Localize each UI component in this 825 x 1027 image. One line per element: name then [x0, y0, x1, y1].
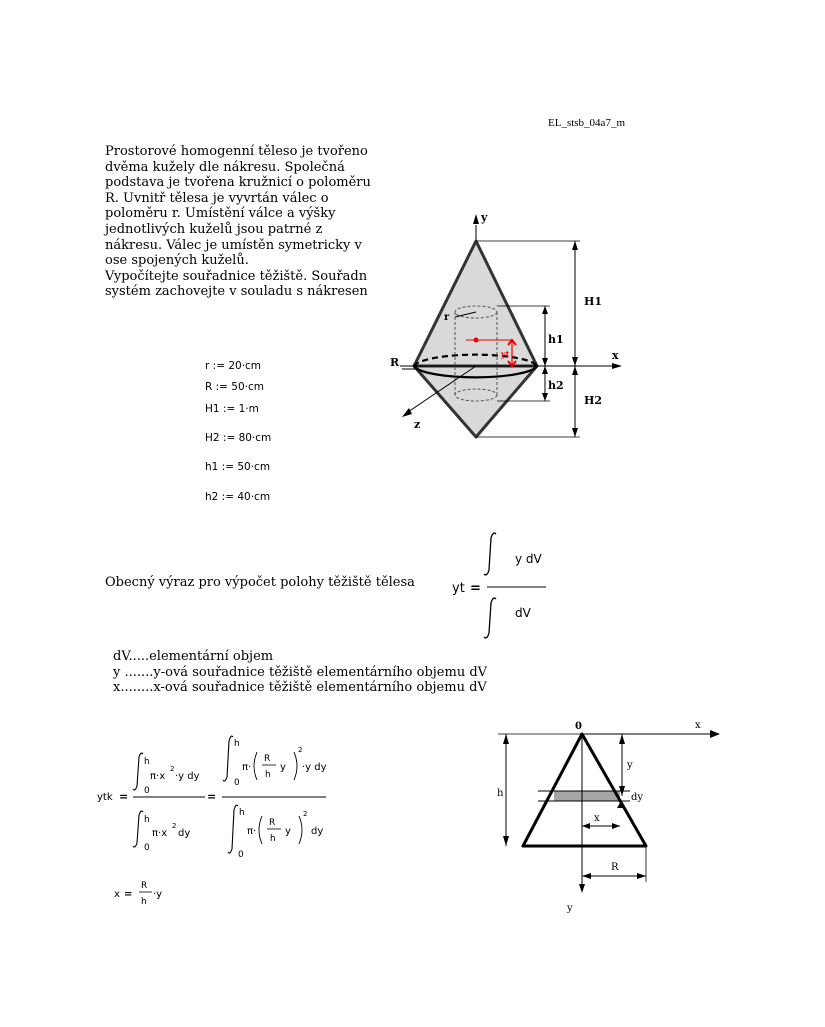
- y-axis-label: y: [567, 903, 573, 914]
- var-y: y: [285, 826, 291, 837]
- ytk-equals: =: [119, 790, 129, 803]
- integrand-tail: dy: [311, 826, 324, 837]
- intro-line: poloměru r. Umístění válce a výšky: [105, 206, 336, 222]
- upper-limit: h: [144, 815, 150, 825]
- exponent: 2: [170, 765, 175, 773]
- y-axis-label: y: [481, 211, 488, 224]
- y-axis-arrow-icon: [579, 884, 585, 893]
- x-axis-arrow-icon: [612, 363, 622, 369]
- intro-line: dvěma kužely dle nákresu. Společná: [105, 159, 345, 175]
- x-axis-arrow-icon: [710, 730, 720, 738]
- intro-line: R. Uvnitř tělesa je vyvrtán válec o: [105, 190, 329, 206]
- integral-sign-icon: [484, 533, 496, 575]
- integral-sign-icon: [223, 736, 233, 781]
- denominator: dV: [515, 606, 531, 620]
- legend: [113, 649, 487, 696]
- document-id: EL_stsb_04a7_m: [548, 117, 625, 129]
- integral-sign-icon: [484, 598, 496, 638]
- integrand-tail: ·y dy: [302, 762, 327, 773]
- r-label: r: [444, 312, 450, 323]
- x-dim-label: x: [594, 813, 600, 824]
- intro-line: Vypočítejte souřadnice těžiště. Souřadn: [105, 268, 368, 284]
- intro-line: podstava je tvořena kružnicí o poloměru: [105, 175, 371, 191]
- y-axis-arrow-icon: [473, 214, 479, 224]
- legend-line: y .......y-ová souřadnice těžiště elementárního objemu dV: [113, 664, 488, 680]
- param-r: r := 20·cm: [205, 360, 262, 372]
- legend-line: x........x-ová souřadnice těžiště elementárního objemu dV: [113, 680, 487, 695]
- R-label: R: [611, 862, 619, 873]
- ytk-lhs: ytk: [97, 792, 113, 803]
- intro-line: ose spojených kuželů.: [105, 253, 249, 269]
- cone-section-figure: [490, 715, 730, 915]
- upper-cone: [414, 241, 537, 366]
- integrand-tail: dy: [178, 828, 191, 839]
- h2-label: h2: [548, 379, 564, 392]
- integral-sign-icon: [133, 811, 143, 847]
- integrand: π·x: [152, 828, 168, 839]
- R-label: R: [390, 356, 400, 369]
- centroid-formula: [440, 528, 560, 643]
- z-axis-label: z: [414, 418, 421, 431]
- upper-limit: h: [144, 757, 150, 767]
- ytk-equals-2: =: [207, 790, 217, 803]
- x-formula: [110, 875, 170, 910]
- lower-limit: 0: [238, 850, 244, 860]
- intro-line: jednotlivých kuželů jsou patrné z: [105, 221, 323, 237]
- fraction-h: h: [265, 770, 271, 780]
- fraction-R: R: [264, 754, 271, 764]
- x-tail: ·y: [153, 889, 163, 900]
- x-fraction-h: h: [141, 897, 147, 907]
- formula-equals: =: [470, 581, 481, 596]
- upper-limit: h: [239, 808, 245, 818]
- h-label: h: [497, 788, 504, 799]
- param-H1: H1 := 1·m: [205, 403, 259, 415]
- integrand: π·: [242, 762, 252, 773]
- lower-limit: 0: [144, 786, 150, 796]
- legend-line: dV.....elementární objem: [113, 649, 274, 664]
- intro-line: nákresu. Válec je umístěn symetricky v: [105, 237, 362, 253]
- var-y: y: [280, 762, 286, 773]
- fraction-R: R: [269, 818, 276, 828]
- x-fraction-R: R: [141, 881, 148, 891]
- cone-profile: [523, 734, 646, 846]
- lower-limit: 0: [144, 843, 150, 853]
- exponent: 2: [172, 822, 177, 830]
- param-H2: H2 := 80·cm: [205, 432, 272, 444]
- x-equals: =: [124, 889, 133, 900]
- origin-label: 0: [575, 721, 582, 732]
- integral-sign-icon: [228, 805, 238, 853]
- x-axis-label: x: [612, 349, 619, 362]
- param-h2: h2 := 40·cm: [205, 491, 271, 503]
- param-R: R := 50·cm: [205, 381, 265, 393]
- numerator: y dV: [515, 552, 542, 566]
- problem-statement: [105, 144, 385, 300]
- general-expression-label: Obecný výraz pro výpočet polohy těžiště tělesa: [105, 575, 415, 590]
- formula-lhs: yt: [452, 581, 465, 596]
- H2-label: H2: [584, 394, 603, 407]
- integrand: π·: [247, 826, 257, 837]
- yt-label: yt: [501, 349, 510, 359]
- H1-label: H1: [584, 295, 603, 308]
- z-axis-arrow-icon: [402, 408, 412, 417]
- x-lhs: x: [114, 889, 120, 900]
- integral-sign-icon: [133, 753, 143, 790]
- y-label: y: [627, 760, 633, 771]
- upper-limit: h: [234, 739, 240, 749]
- param-h1: h1 := 50·cm: [205, 461, 271, 473]
- h1-label: h1: [548, 333, 564, 346]
- integrand-tail: ·y dy: [175, 771, 200, 782]
- exponent: 2: [298, 746, 303, 754]
- ytk-formula: [95, 730, 345, 865]
- centroid-dot: [474, 338, 479, 343]
- exponent: 2: [303, 810, 308, 818]
- fraction-h: h: [270, 834, 276, 844]
- lower-limit: 0: [234, 778, 240, 788]
- double-cone-figure: [380, 205, 640, 450]
- x-axis-label: x: [695, 720, 701, 731]
- slice-dy: [554, 791, 620, 801]
- intro-line: Prostorové homogenní těleso je tvořeno: [105, 144, 368, 159]
- dy-label: dy: [631, 792, 644, 803]
- intro-line: systém zachovejte v souladu s nákresen: [105, 284, 368, 300]
- integrand: π·x: [150, 771, 166, 782]
